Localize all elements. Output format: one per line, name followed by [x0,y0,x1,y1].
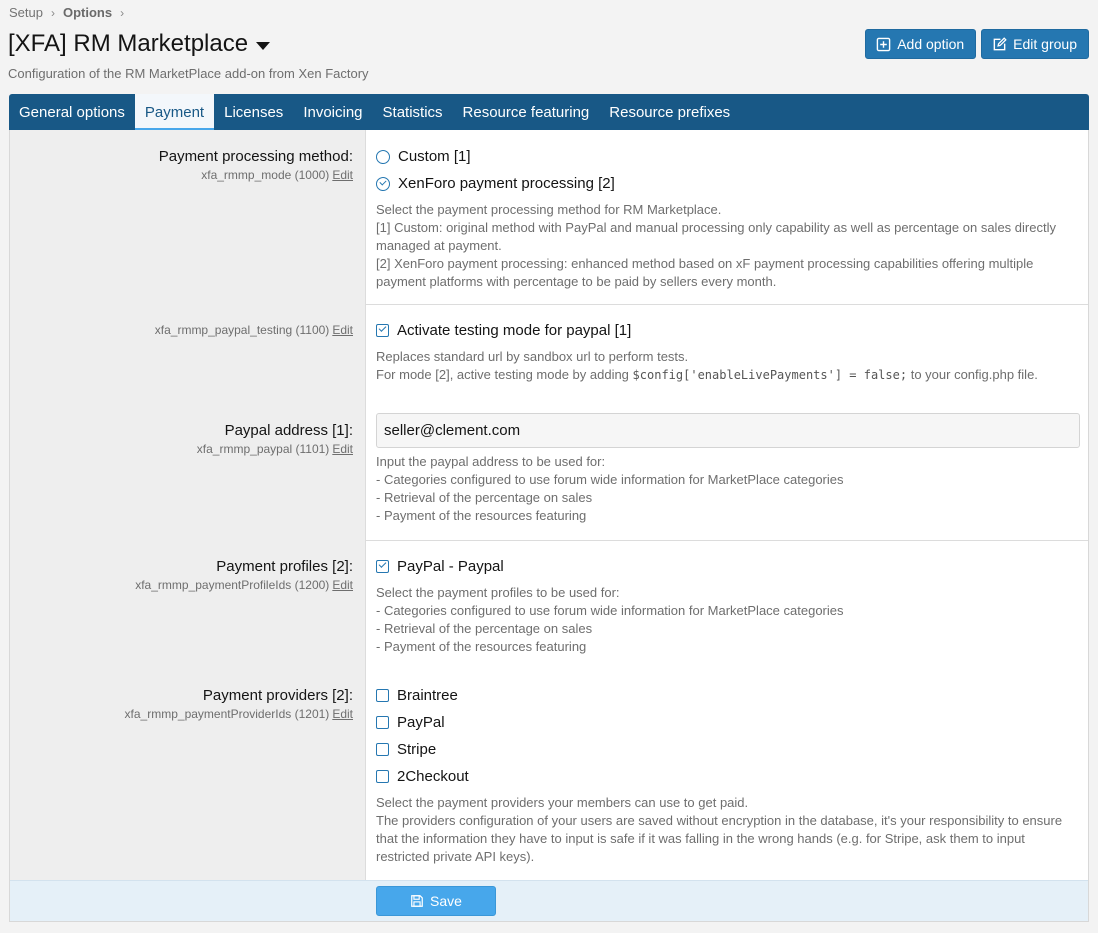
paypal-testing-edit-link[interactable]: Edit [332,323,353,337]
checkbox-2checkout-label: 2Checkout [397,768,469,785]
chevron-right-icon: › [50,5,55,20]
explain-line: [2] XenForo payment processing: enhanced method based on xF payment processing capabilities offering multiple payment platforms with percentage to be paid by sellers every month. [376,256,1034,289]
processing-method-explain [376,201,1080,291]
processing-method-label-block [159,148,353,182]
radio-custom[interactable] [376,143,1080,170]
paypal-address-label-block [197,422,353,456]
add-option-label: Add option [897,36,965,52]
tab-statistics[interactable]: Statistics [382,103,443,121]
explain-line: Replaces standard url by sandbox url to perform tests. [376,349,689,364]
page-description: Configuration of the RM MarketPlace add-on from Xen Factory [8,66,369,81]
explain-line: - Payment of the resources featuring [376,639,587,654]
checkbox-unchecked[interactable] [376,716,389,729]
checkbox-paypal-profile[interactable] [376,553,1080,580]
config-code: $config['enableLivePayments'] = false; [632,368,908,382]
processing-method-edit-link[interactable]: Edit [332,168,353,182]
edit-group-button[interactable] [981,29,1089,59]
payment-profiles-hint: xfa_rmmp_paymentProfileIds (1200) Edit [135,578,353,592]
explain-line: - Payment of the resources featuring [376,508,587,523]
payment-providers-edit-link[interactable]: Edit [332,707,353,721]
checkbox-paypal-testing[interactable] [376,317,1080,344]
radio-button[interactable] [376,150,390,164]
save-button[interactable] [376,886,496,916]
caret-down-icon[interactable] [256,42,270,50]
paypal-address-input[interactable] [376,413,1080,448]
checkbox-unchecked[interactable] [376,770,389,783]
explain-line: - Retrieval of the percentage on sales [376,621,593,636]
label-column [10,130,366,880]
tab-payment[interactable]: Payment [135,94,214,130]
chevron-right-icon: › [120,5,125,20]
explain-line: - Retrieval of the percentage on sales [376,490,593,505]
radio-button-checked[interactable] [376,177,390,191]
payment-providers-label: Payment providers [2]: [202,687,353,704]
payment-providers-explain [376,794,1080,866]
paypal-address-explain [376,453,1080,525]
payment-profiles-field [376,553,1080,656]
tab-general-options[interactable]: General options [19,103,125,121]
breadcrumb [9,5,124,20]
checkbox-braintree-label: Braintree [397,687,458,704]
checkbox-paypal-testing-label: Activate testing mode for paypal [1] [397,322,632,339]
save-icon [410,894,424,908]
tab-invoicing[interactable]: Invoicing [303,103,363,121]
edit-group-label: Edit group [1013,36,1077,52]
tab-resource-featuring[interactable]: Resource featuring [462,103,590,121]
checkbox-paypal-provider[interactable] [376,709,1080,736]
plus-square-icon [876,37,891,52]
options-panel [9,130,1089,922]
paypal-testing-label-block [155,320,353,337]
explain-line: Select the payment profiles to be used for: [376,585,620,600]
processing-method-label: Payment processing method: [158,148,353,165]
page-title-text: [XFA] RM Marketplace [8,30,249,57]
divider [366,540,1088,541]
paypal-address-label: Paypal address [1]: [224,422,353,439]
payment-providers-label-block [125,687,353,721]
payment-profiles-label-block [135,558,353,592]
explain-line: Select the payment providers your members can use to get paid. [376,795,749,810]
paypal-address-hint: xfa_rmmp_paypal (1101) Edit [196,442,353,456]
checkbox-checked[interactable] [376,560,389,573]
save-label: Save [430,893,462,909]
explain-line: The providers configuration of your users are saved without encryption in the database, it's your responsibility to ensure that the information they have to input is safe if it was falling in the wrong hands (e.g. for Stripe, ask them to input restricted private API keys). [376,813,1063,864]
tab-licenses[interactable]: Licenses [224,103,284,121]
divider [366,304,1088,305]
tab-bar [9,94,1089,130]
paypal-address-edit-link[interactable]: Edit [332,442,353,456]
form-submit-row [10,880,1088,921]
processing-method-field [376,143,1080,291]
paypal-address-field [376,413,1080,525]
explain-line: [1] Custom: original method with PayPal and manual processing only capability as well as percentage on sales directly managed at payment. [376,220,1056,253]
radio-xenforo-processing[interactable] [376,170,1080,197]
header-actions [865,29,1089,59]
breadcrumb-setup[interactable]: Setup [9,5,43,20]
page-title[interactable] [8,30,270,58]
radio-xenforo-label: XenForo payment processing [2] [398,175,615,192]
payment-profiles-edit-link[interactable]: Edit [332,578,353,592]
explain-line: - Categories configured to use forum wide information for MarketPlace categories [376,603,844,618]
add-option-button[interactable] [865,29,976,59]
explain-line: - Categories configured to use forum wide information for MarketPlace categories [376,472,844,487]
checkbox-checked[interactable] [376,324,389,337]
paypal-testing-hint: xfa_rmmp_paypal_testing (1100) Edit [154,323,353,337]
explain-line: Input the paypal address to be used for: [376,454,606,469]
paypal-testing-field [376,317,1080,384]
checkbox-paypal-profile-label: PayPal - Paypal [397,558,504,575]
payment-profiles-label: Payment profiles [2]: [216,558,353,575]
payment-providers-field [376,682,1080,866]
edit-icon [992,37,1007,52]
checkbox-paypal-provider-label: PayPal [397,714,445,731]
checkbox-unchecked[interactable] [376,689,389,702]
tab-resource-prefixes[interactable]: Resource prefixes [609,103,731,121]
breadcrumb-options[interactable]: Options [62,5,113,20]
payment-profiles-explain [376,584,1080,656]
checkbox-stripe[interactable] [376,736,1080,763]
explain-line: Select the payment processing method for RM Marketplace. [376,202,722,217]
checkbox-stripe-label: Stripe [397,741,437,758]
explain-line: For mode [2], active testing mode by adding $config['enableLivePayments'] = false; to your config.php file. [376,367,1038,382]
radio-custom-label: Custom [1] [398,148,471,165]
paypal-testing-explain [376,348,1080,384]
checkbox-unchecked[interactable] [376,743,389,756]
payment-providers-hint: xfa_rmmp_paymentProviderIds (1201) Edit [124,707,353,721]
checkbox-braintree[interactable] [376,682,1080,709]
checkbox-2checkout[interactable] [376,763,1080,790]
processing-method-hint: xfa_rmmp_mode (1000) Edit [201,168,353,182]
